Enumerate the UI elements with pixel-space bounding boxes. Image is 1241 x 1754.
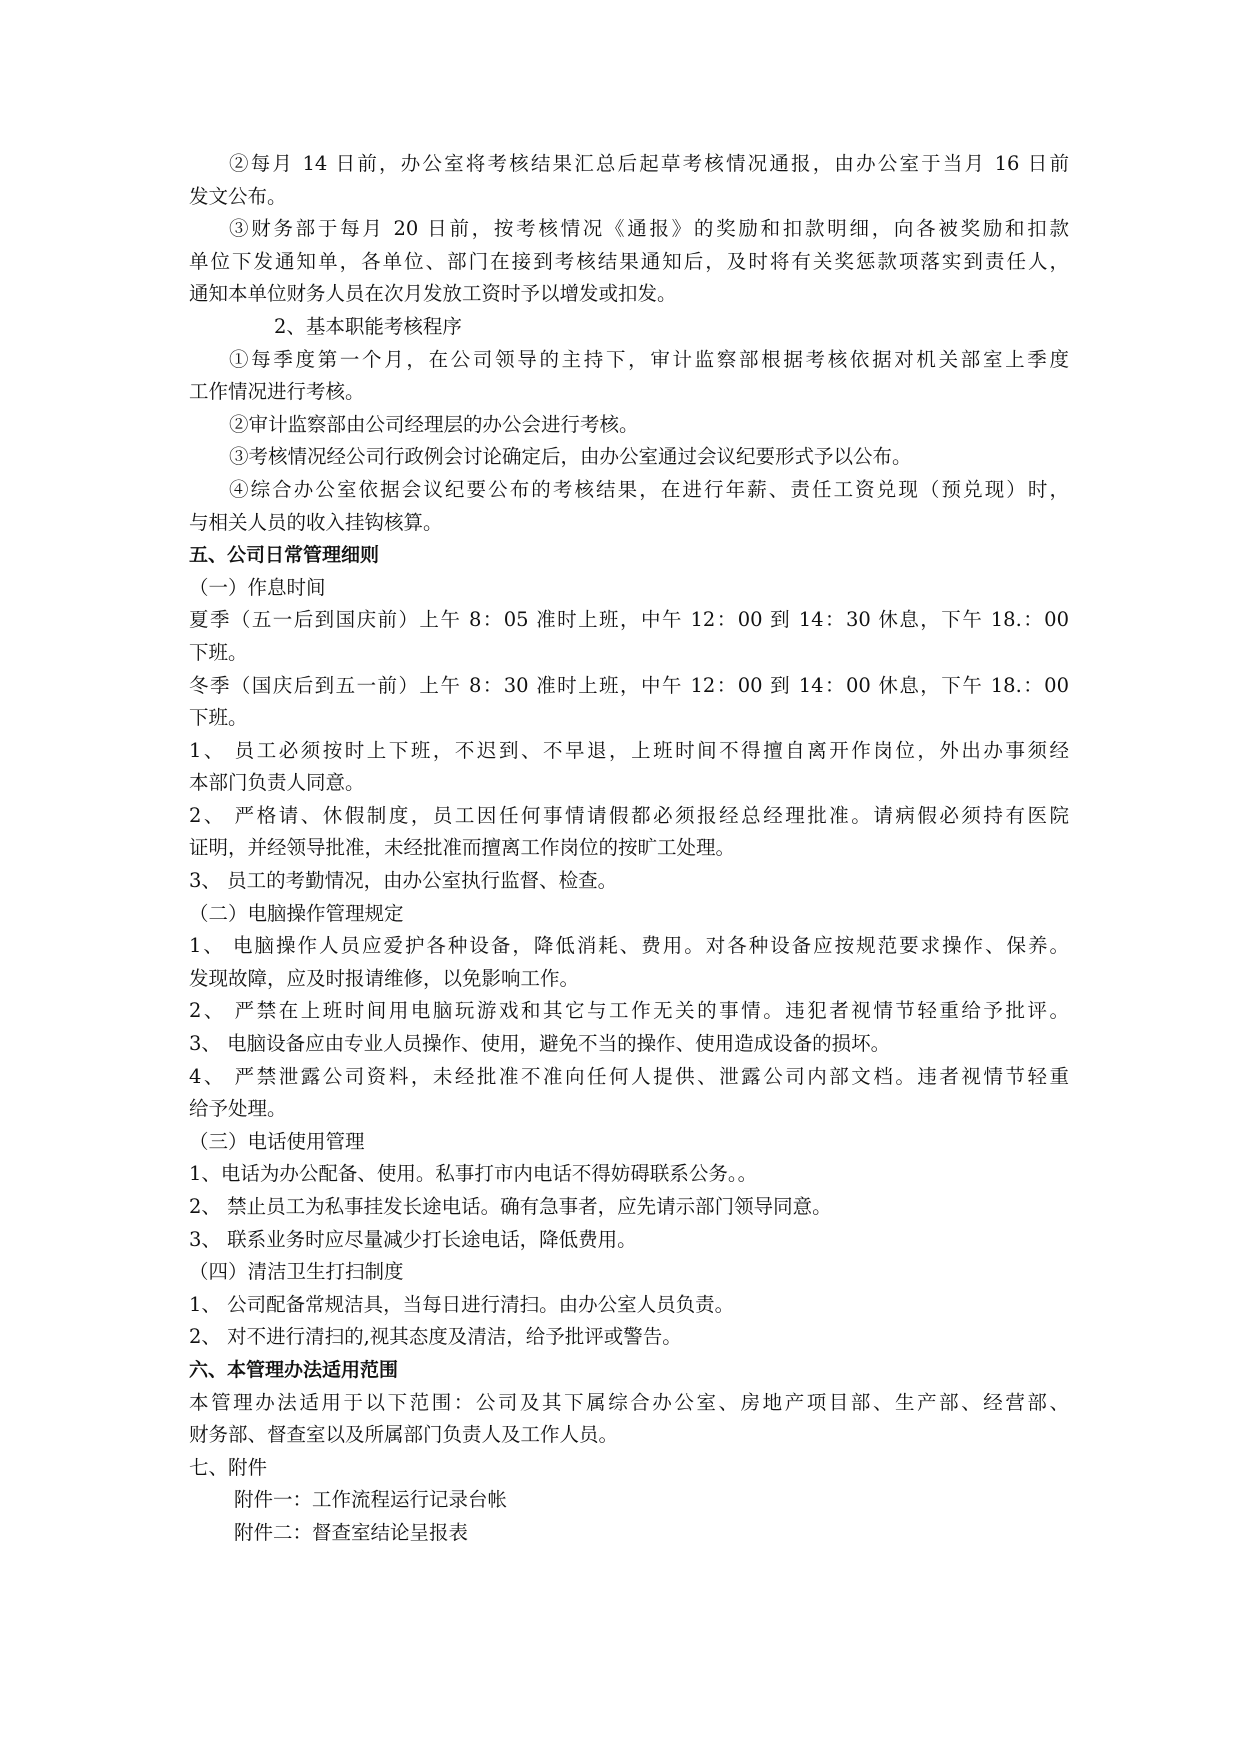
text-line: ②审计监察部由公司经理层的办公会进行考核。 xyxy=(229,412,639,436)
document-page xyxy=(189,148,1069,1550)
text-line: 下班。 xyxy=(189,706,248,730)
text-line: 1、电话为办公配备、使用。私事打市内电话不得妨碍联系公务。。 xyxy=(189,1162,758,1186)
text-line: ④综合办公室依据会议纪要公布的考核结果，在进行年薪、责任工资兑现（预兑现）时， xyxy=(229,477,1069,501)
text-line: 单位下发通知单，各单位、部门在接到考核结果通知后，及时将有关奖惩款项落实到责任人， xyxy=(189,249,1069,273)
text-line: ③财务部于每月 20 日前，按考核情况《通报》的奖励和扣款明细，向各被奖励和扣款 xyxy=(229,217,1069,241)
text-line: （四）清洁卫生打扫制度 xyxy=(189,1260,404,1284)
text-line: 通知本单位财务人员在次月发放工资时予以增发或扣发。 xyxy=(189,282,677,306)
text-line: 本部门负责人同意。 xyxy=(189,771,365,795)
text-line: 附件二：督查室结论呈报表 xyxy=(234,1520,469,1544)
section-heading: 五、公司日常管理细则 xyxy=(189,544,380,567)
text-line: （一）作息时间 xyxy=(189,575,326,599)
text-line: 1、 电脑操作人员应爱护各种设备，降低消耗、费用。对各种设备应按规范要求操作、保养。 xyxy=(189,934,1069,958)
text-line: ②每月 14 日前，办公室将考核结果汇总后起草考核情况通报，由办公室于当月 16 日前 xyxy=(229,152,1069,175)
text-line: 七、附件 xyxy=(189,1455,268,1479)
text-line: 工作情况进行考核。 xyxy=(189,380,365,404)
text-line: 3、 电脑设备应由专业人员操作、使用，避免不当的操作、使用造成设备的损坏。 xyxy=(189,1032,891,1056)
text-line: 本管理办法适用于以下范围：公司及其下属综合办公室、房地产项目部、生产部、经营部、 xyxy=(189,1390,1069,1414)
text-line: 1、 公司配备常规洁具，当每日进行清扫。由办公室人员负责。 xyxy=(189,1292,735,1316)
text-line: 夏季（五一后到国庆前）上午 8：05 准时上班，中午 12：00 到 14：30 休息，下午 18.：00 xyxy=(189,608,1069,632)
text-line: 3、 联系业务时应尽量减少打长途电话，降低费用。 xyxy=(189,1227,637,1251)
text-line: 冬季（国庆后到五一前）上午 8：30 准时上班，中午 12：00 到 14：00 休息，下午 18.：00 xyxy=(189,673,1069,697)
text-line: ①每季度第一个月，在公司领导的主持下，审计监察部根据考核依据对机关部室上季度 xyxy=(229,347,1069,371)
text-line: 2、 对不进行清扫的,视其态度及清洁，给予批评或警告。 xyxy=(189,1325,682,1349)
text-line: 1、 员工必须按时上下班，不迟到、不早退，上班时间不得擅自离开作岗位，外出办事须经 xyxy=(189,738,1069,762)
text-line: 财务部、督查室以及所属部门负责人及工作人员。 xyxy=(189,1423,619,1447)
text-line: 给予处理。 xyxy=(189,1097,287,1121)
text-line: ③考核情况经公司行政例会讨论确定后，由办公室通过会议纪要形式予以公布。 xyxy=(229,445,912,469)
text-line: 2、 严格请、休假制度，员工因任何事情请假都必须报经总经理批准。请病假必须持有医院 xyxy=(189,803,1069,827)
text-line: 2、基本职能考核程序 xyxy=(274,314,462,338)
text-line: 证明，并经领导批准，未经批准而擅离工作岗位的按旷工处理。 xyxy=(189,836,736,860)
text-line: 发现故障，应及时报请维修，以免影响工作。 xyxy=(189,966,580,990)
text-line: 2、 禁止员工为私事挂发长途电话。确有急事者，应先请示部门领导同意。 xyxy=(189,1195,832,1218)
text-line: （二）电脑操作管理规定 xyxy=(189,901,404,925)
text-line: 2、 严禁在上班时间用电脑玩游戏和其它与工作无关的事情。违犯者视情节轻重给予批评。 xyxy=(189,999,1069,1023)
text-line: 与相关人员的收入挂钩核算。 xyxy=(189,510,443,534)
text-line: 发文公布。 xyxy=(189,184,287,208)
text-line: 4、 严禁泄露公司资料，未经批准不准向任何人提供、泄露公司内部文档。违者视情节轻重 xyxy=(189,1064,1069,1088)
section-heading: 六、本管理办法适用范围 xyxy=(189,1358,399,1381)
text-line: 3、 员工的考勤情况，由办公室执行监督、检查。 xyxy=(189,869,618,893)
text-line: （三）电话使用管理 xyxy=(189,1129,365,1153)
text-line: 下班。 xyxy=(189,640,248,664)
text-line: 附件一：工作流程运行记录台帐 xyxy=(234,1488,508,1512)
